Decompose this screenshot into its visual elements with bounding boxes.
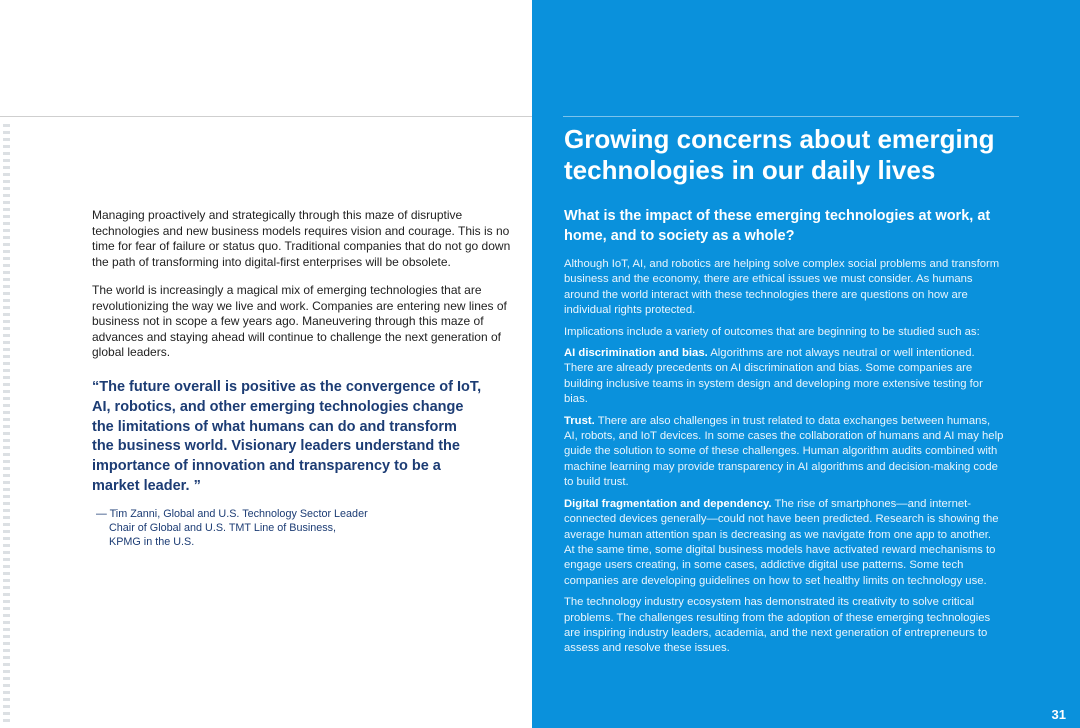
- ai-bias-heading: AI discrimination and bias.: [564, 347, 708, 360]
- attribution-line-1: — Tim Zanni, Global and U.S. Technology Sector Leader: [96, 508, 368, 520]
- body-paragraph-1: Managing proactively and strategically through this maze of disruptive technologies and new business models requires vision and courage. This is no time for fear of failure or status quo. Traditional companies that do not go down the path of transforming into digital-first enterprises will be obsolete.: [92, 208, 511, 269]
- fragmentation-heading: Digital fragmentation and dependency.: [564, 497, 772, 510]
- fragmentation-text: The rise of smartphones—and internet-connected devices generally—could not have been predicted. Research is showing the average human attention span is decreasing as we navigate from one app to another. At the same time, some digital business models have activated reward mechanisms to engage users creating, in some cases, addictive digital use patterns. Some tech companies are developing guidelines on how to set healthy limits on technology use.: [564, 497, 999, 587]
- closing-paragraph: The technology industry ecosystem has demonstrated its creativity to solve critical problems. The challenges resulting from the adoption of these emerging technologies are inspiring industry leaders, academia, and the next generation of entrepreneurs to assess and resolve these issues.: [564, 596, 991, 655]
- trust-heading: Trust.: [564, 414, 595, 427]
- pull-quote: “The future overall is positive as the convergence of IoT, AI, robotics, and other emerging technologies change the limitations of what humans can do and transform the business world. Visionary leaders understand the importance of innovation and transparency to be a market leader. ”: [92, 379, 482, 494]
- top-rule-left: [0, 116, 532, 117]
- ai-bias-text: Algorithms are not always neutral or well intentioned. There are already precedents on AI discrimination and bias. Some companies are building inclusive teams in system design and developing more extensive testing for bias.: [564, 347, 983, 406]
- implications-paragraph: Implications include a variety of outcomes that are beginning to be studied such as:: [564, 325, 980, 338]
- page-title: Growing concerns about emerging technologies in our daily lives: [564, 124, 995, 185]
- page-number: 31: [1051, 707, 1066, 722]
- body-paragraph-2: The world is increasingly a magical mix of emerging technologies that are revolutionizing the way we live and work. Companies are entering new lines of business not in scope a few years ago. Maneuvering through this maze of advances and staying ahead will continue to challenge the next generation of global leaders.: [92, 283, 507, 360]
- ai-bias-paragraph: [564, 346, 1004, 408]
- attribution-line-3: KPMG in the U.S.: [109, 536, 195, 548]
- intro-paragraph: Although IoT, AI, and robotics are helping solve complex social problems and transform business and the economy, there are ethical issues we must consider. As humans around the world interact with these technologies there are questions on how are individual rights protected.: [564, 258, 1000, 317]
- quote-attribution: [96, 507, 396, 549]
- right-body-text: [564, 257, 1004, 663]
- section-subheading: What is the impact of these emerging technologies at work, at home, and to society as a whole?: [564, 208, 991, 244]
- fragmentation-paragraph: [564, 497, 1004, 589]
- attribution-line-2: Chair of Global and U.S. TMT Line of Business,: [109, 522, 337, 534]
- top-rule-right: [563, 116, 1019, 117]
- trust-text: There are also challenges in trust related to data exchanges between humans, AI, robots, and IoT devices. In some cases the collaboration of humans and AI may help guide the solution to some of these challenges. Human algorithm audits combined with machine learning may provide transparency in AI algorithms and decision-making code to build trust.: [564, 414, 1004, 489]
- left-page: [0, 0, 532, 728]
- right-page-panel: [532, 0, 1080, 728]
- trust-paragraph: [564, 414, 1004, 491]
- margin-strip: [3, 124, 10, 724]
